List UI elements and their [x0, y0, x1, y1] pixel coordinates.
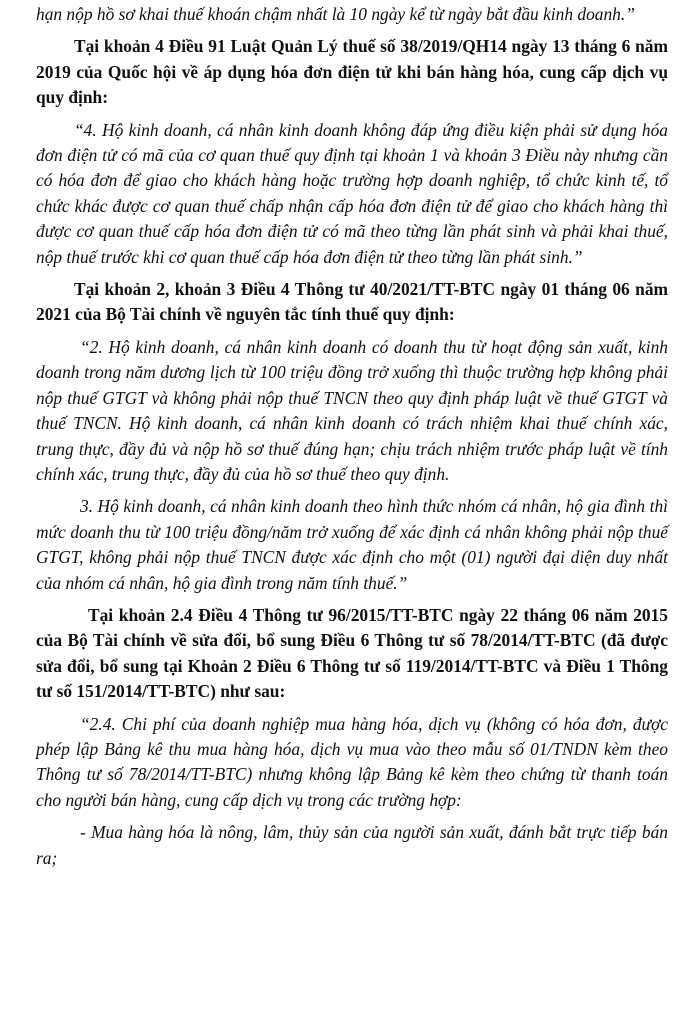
- paragraph-heading-thong-tu-96: Tại khoản 2.4 Điều 4 Thông tư 96/2015/TT-BTC ngày 22 tháng 06 năm 2015 của Bộ Tài chính về sửa đổi, bổ sung Điều 6 Thông tư số 78/2014/TT-BTC (đã được sửa đổi, bổ sung tại Khoản 2 Điều 6 Thông tư số 119/2014/TT-BTC và Điều 1 Thông tư số 151/2014/TT-BTC) như sau:: [36, 604, 668, 702]
- paragraph-quote-khoan-2: “2. Hộ kinh doanh, cá nhân kinh doanh có doanh thu từ hoạt động sản xuất, kinh doanh trong năm dương lịch từ 100 triệu đồng trở xuống thì thuộc trường hợp không phải nộp thuế GTGT và không phải nộp thuế TNCN theo quy định pháp luật về thuế GTGT và thuế TNCN. Hộ kinh doanh, cá nhân kinh doanh có trách nhiệm khai thuế chính xác, trung thực, đầy đủ và nộp hồ sơ thuế đúng hạn; chịu trách nhiệm trước pháp luật về tính chính xác, trung thực, đầy đủ của hồ sơ thuế theo quy định.: [36, 336, 668, 484]
- paragraph-quote-tail: hạn nộp hồ sơ khai thuế khoán chậm nhất là 10 ngày kể từ ngày bắt đầu kinh doanh.”: [36, 4, 635, 24]
- paragraph-quote-khoan-3: 3. Hộ kinh doanh, cá nhân kinh doanh theo hình thức nhóm cá nhân, hộ gia đình thì mức doanh thu từ 100 triệu đồng/năm trở xuống để xác định cá nhân không phải nộp thuế GTGT, không phải nộp thuế TNCN được xác định cho một (01) người đại diện duy nhất của nhóm cá nhân, hộ gia đình trong năm tính thuế.”: [36, 496, 668, 593]
- paragraph-quote-khoan-2-4: “2.4. Chi phí của doanh nghiệp mua hàng hóa, dịch vụ (không có hóa đơn, được phép lập Bảng kê thu mua hàng hóa, dịch vụ mua vào theo mẫu số 01/TNDN kèm theo Thông tư số 78/2014/TT-BTC) nhưng không lập Bảng kê kèm theo chứng từ thanh toán cho người bán hàng, cung cấp dịch vụ trong các trường hợp:: [36, 713, 668, 810]
- paragraph-heading-luat-quan-ly-thue: Tại khoản 4 Điều 91 Luật Quản Lý thuế số 38/2019/QH14 ngày 13 tháng 6 năm 2019 của Quốc hội về áp dụng hóa đơn điện tử khi bán hàng hóa, cung cấp dịch vụ quy định:: [36, 36, 668, 108]
- document-page: [36, 2, 668, 878]
- paragraph-heading-thong-tu-40: Tại khoản 2, khoản 3 Điều 4 Thông tư 40/2021/TT-BTC ngày 01 tháng 06 năm 2021 của Bộ Tài chính về nguyên tắc tính thuế quy định:: [36, 279, 668, 325]
- paragraph-list-item: - Mua hàng hóa là nông, lâm, thủy sản của người sản xuất, đánh bắt trực tiếp bán ra;: [36, 822, 668, 868]
- paragraph-quote-khoan-4: “4. Hộ kinh doanh, cá nhân kinh doanh không đáp ứng điều kiện phải sử dụng hóa đơn điện tử có mã của cơ quan thuế quy định tại khoản 1 và khoản 3 Điều này nhưng cần có hóa đơn để giao cho khách hàng hoặc trường hợp doanh nghiệp, tổ chức kinh tế, tổ chức khác được cơ quan thuế chấp nhận cấp hóa đơn điện tử để giao cho khách hàng thì được cơ quan thuế cấp hóa đơn điện tử có mã theo từng lần phát sinh và phải khai thuế, nộp thuế trước khi cơ quan thuế cấp hóa đơn điện tử theo từng lần phát sinh.”: [36, 119, 668, 267]
